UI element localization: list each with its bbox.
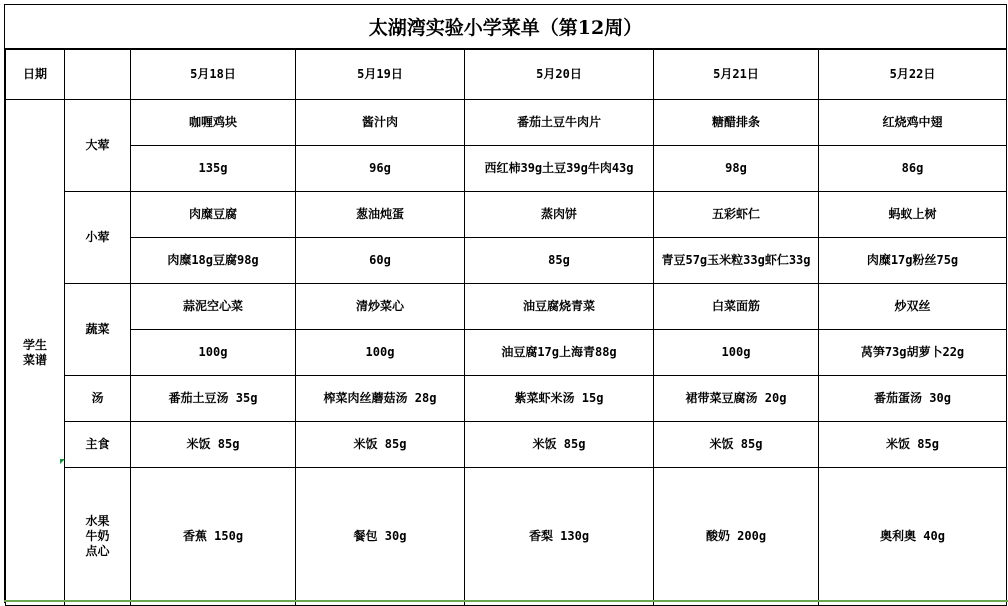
date-cell: 5月21日 (654, 50, 819, 100)
dish-cell: 蒸肉饼 (465, 192, 654, 238)
amount-cell: 油豆腐17g上海青88g (465, 330, 654, 376)
table-row (6, 468, 1007, 606)
dish-cell: 酱汁肉 (296, 100, 465, 146)
dish-cell: 五彩虾仁 (654, 192, 819, 238)
soup-cell: 裙带菜豆腐汤 20g (654, 376, 819, 422)
amount-cell: 100g (131, 330, 296, 376)
table-row (6, 422, 1007, 468)
soup-cell: 紫菜虾米汤 15g (465, 376, 654, 422)
table-row (6, 100, 1007, 146)
staple-cell: 米饭 85g (819, 422, 1007, 468)
amount-cell: 85g (465, 238, 654, 284)
category-label: 大荤 (65, 100, 131, 192)
amount-cell: 青豆57g玉米粒33g虾仁33g (654, 238, 819, 284)
category-label: 汤 (65, 376, 131, 422)
soup-cell: 番茄土豆汤 35g (131, 376, 296, 422)
date-cell: 5月20日 (465, 50, 654, 100)
table-row (6, 376, 1007, 422)
dish-cell: 红烧鸡中翅 (819, 100, 1007, 146)
category-label: 主食 (65, 422, 131, 468)
table-row (6, 146, 1007, 192)
dish-cell: 清炒菜心 (296, 284, 465, 330)
dish-cell: 咖喱鸡块 (131, 100, 296, 146)
cell-corner-marker (60, 459, 65, 464)
table-row (6, 330, 1007, 376)
category-label: 蔬菜 (65, 284, 131, 376)
dish-cell: 白菜面筋 (654, 284, 819, 330)
date-header-row (6, 50, 1007, 100)
category-label: 小荤 (65, 192, 131, 284)
dish-cell: 油豆腐烧青菜 (465, 284, 654, 330)
group-label: 学生 菜谱 (6, 100, 65, 606)
amount-cell: 98g (654, 146, 819, 192)
dish-cell: 葱油炖蛋 (296, 192, 465, 238)
amount-cell: 肉糜18g豆腐98g (131, 238, 296, 284)
amount-cell: 96g (296, 146, 465, 192)
amount-cell: 60g (296, 238, 465, 284)
date-cell: 5月18日 (131, 50, 296, 100)
amount-cell: 莴笋73g胡萝卜22g (819, 330, 1007, 376)
amount-cell: 肉糜17g粉丝75g (819, 238, 1007, 284)
header-blank-cell (65, 50, 131, 100)
staple-cell: 米饭 85g (296, 422, 465, 468)
date-cell: 5月22日 (819, 50, 1007, 100)
table-row (6, 238, 1007, 284)
staple-cell: 米饭 85g (465, 422, 654, 468)
table-row (6, 284, 1007, 330)
menu-table (5, 49, 1007, 606)
snack-cell: 香蕉 150g (131, 468, 296, 606)
selection-bottom-line (4, 600, 1008, 602)
date-cell: 5月19日 (296, 50, 465, 100)
amount-cell: 100g (296, 330, 465, 376)
soup-cell: 番茄蛋汤 30g (819, 376, 1007, 422)
amount-cell: 86g (819, 146, 1007, 192)
table-row (6, 192, 1007, 238)
snack-cell: 酸奶 200g (654, 468, 819, 606)
dish-cell: 炒双丝 (819, 284, 1007, 330)
amount-cell: 100g (654, 330, 819, 376)
snack-cell: 香梨 130g (465, 468, 654, 606)
amount-cell: 西红柿39g土豆39g牛肉43g (465, 146, 654, 192)
dish-cell: 糖醋排条 (654, 100, 819, 146)
menu-title: 太湖湾实验小学菜单（第12周） (5, 5, 1007, 49)
amount-cell: 135g (131, 146, 296, 192)
date-label: 日期 (6, 50, 65, 100)
dish-cell: 蒜泥空心菜 (131, 284, 296, 330)
staple-cell: 米饭 85g (131, 422, 296, 468)
dish-cell: 番茄土豆牛肉片 (465, 100, 654, 146)
soup-cell: 榨菜肉丝蘑菇汤 28g (296, 376, 465, 422)
snack-cell: 餐包 30g (296, 468, 465, 606)
snack-cell: 奥利奥 40g (819, 468, 1007, 606)
dish-cell: 肉糜豆腐 (131, 192, 296, 238)
dish-cell: 蚂蚁上树 (819, 192, 1007, 238)
menu-sheet (4, 4, 1007, 603)
staple-cell: 米饭 85g (654, 422, 819, 468)
category-label: 水果 牛奶 点心 (65, 468, 131, 606)
